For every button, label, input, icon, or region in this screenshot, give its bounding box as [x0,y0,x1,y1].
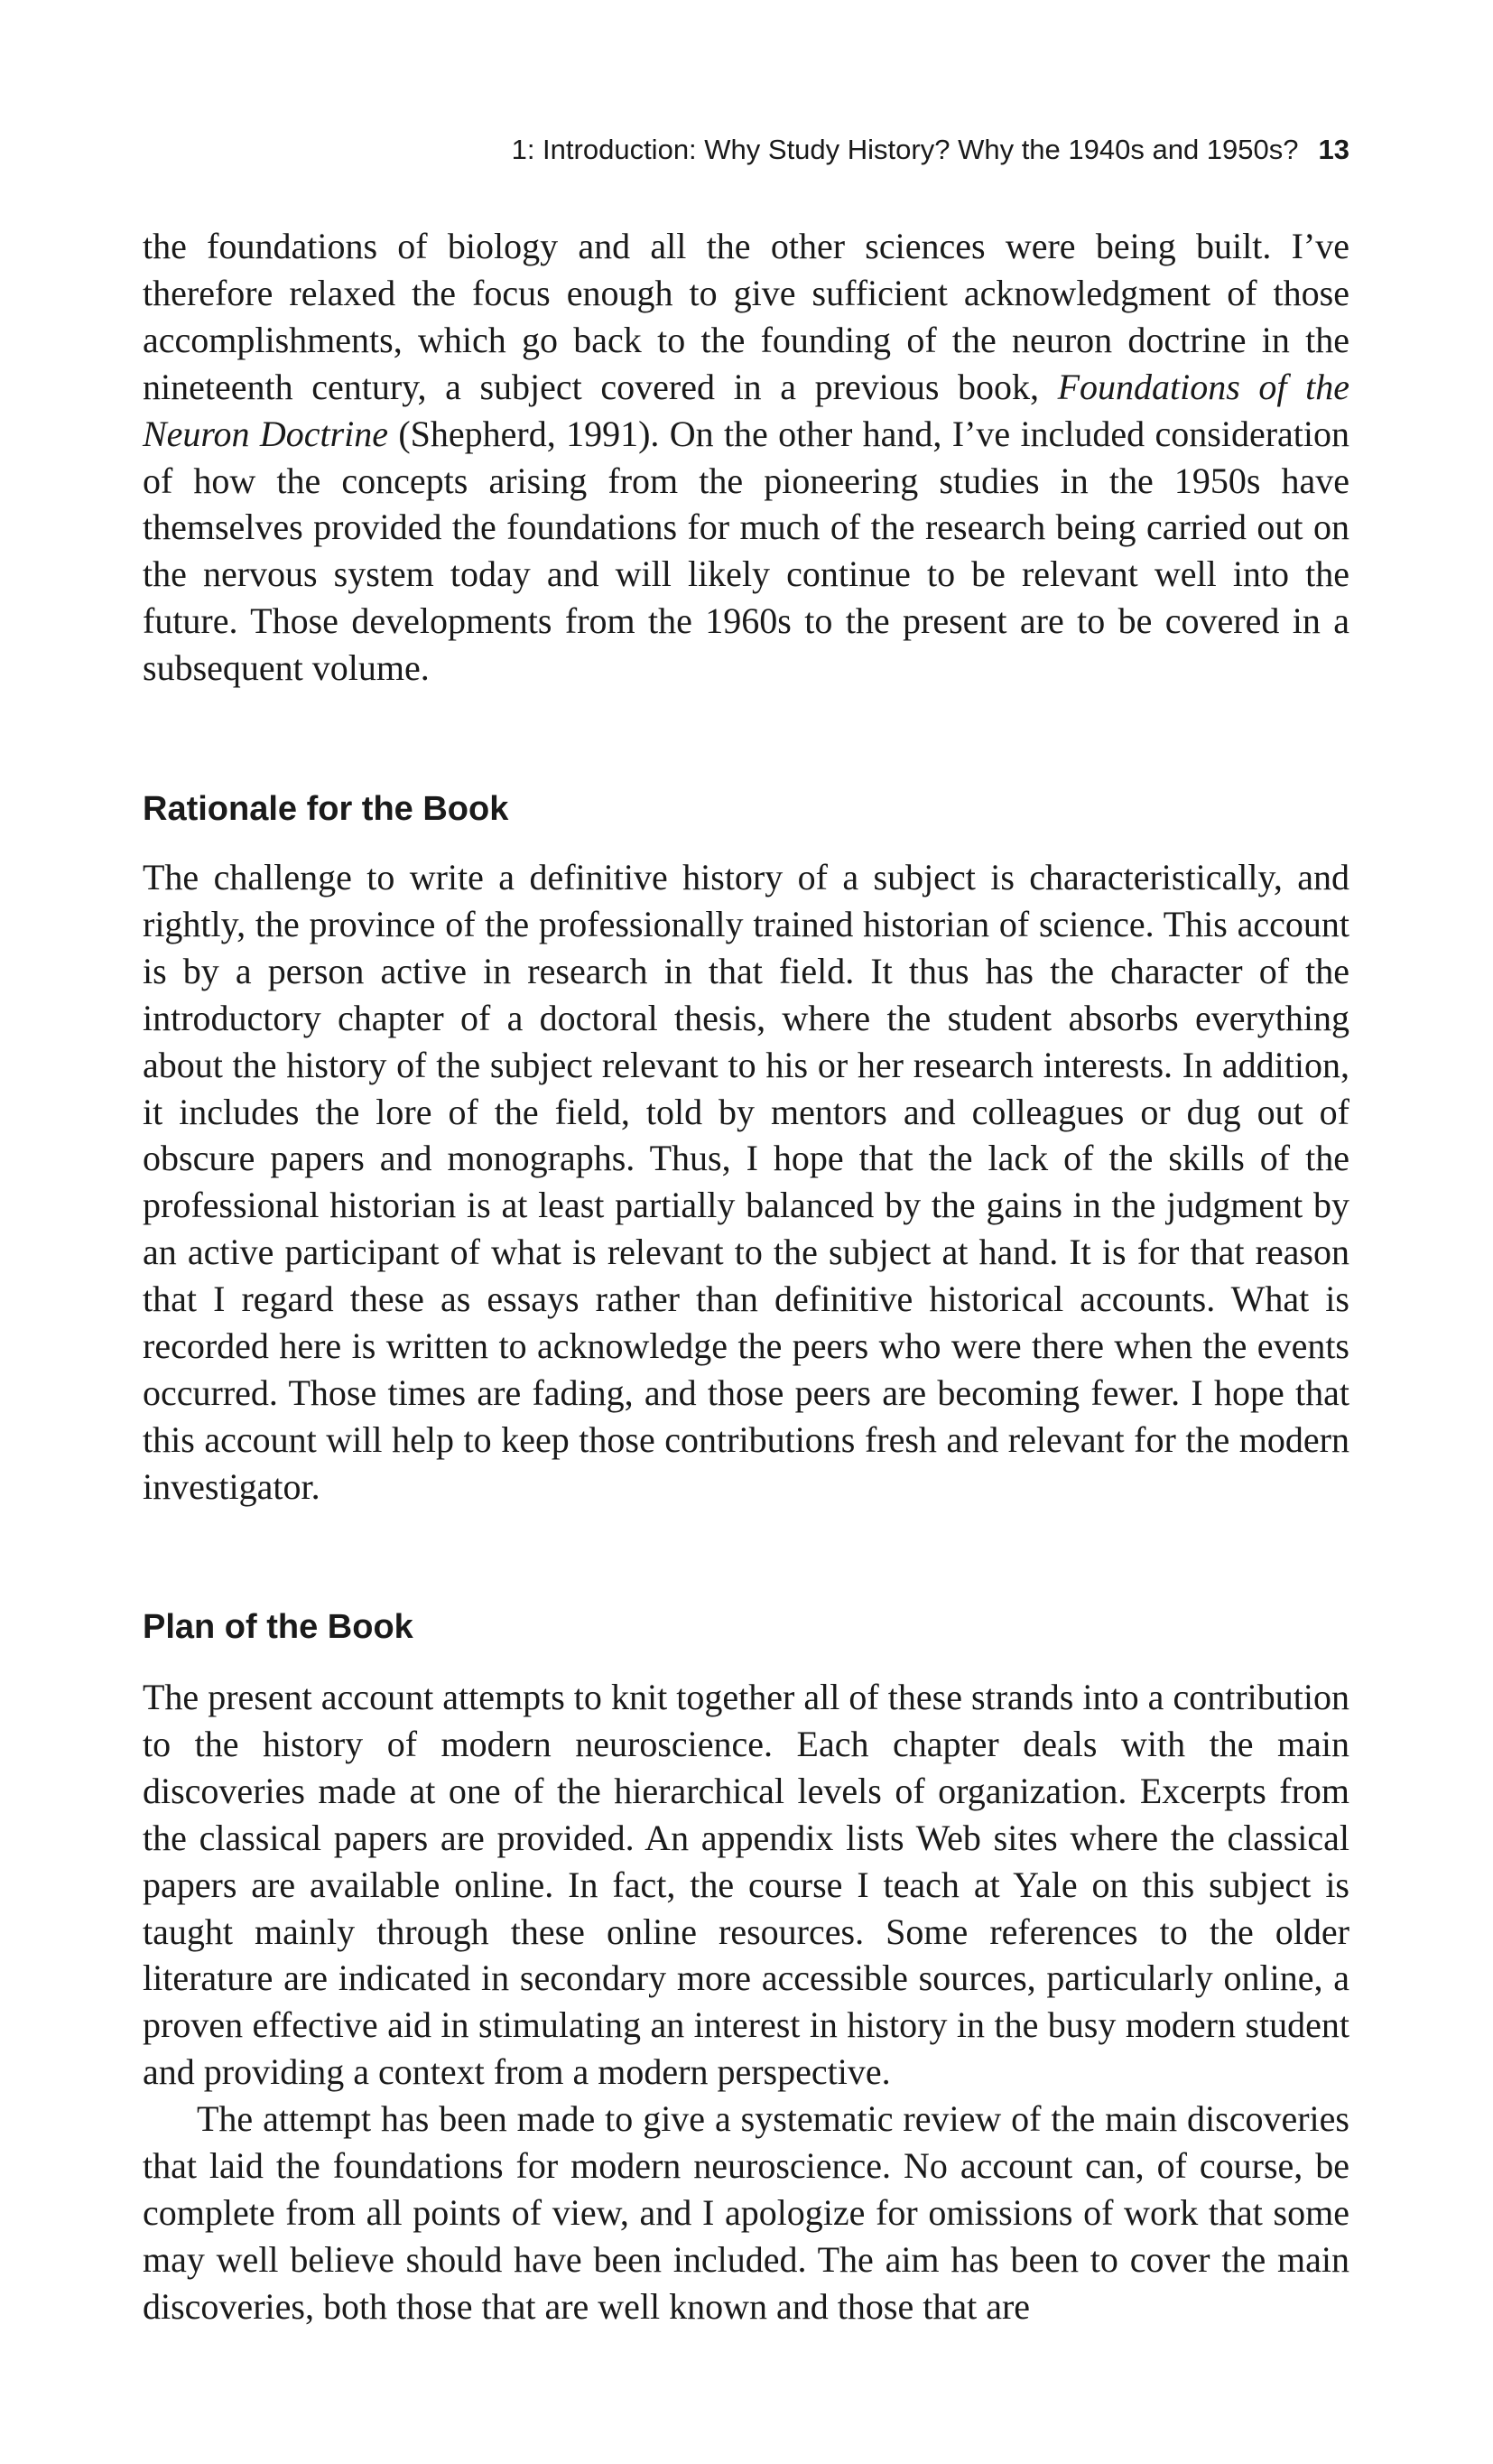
plan-paragraph-1: The present account attempts to knit together all of these strands into a contribution to the history of modern neuroscience. Each chapter deals with the main discoveries made at one of the hierarchical levels of organization. Excerpts from the classical papers are provided. An appendix lists Web sites where the classical papers are available online. In fact, the course I teach at Yale on this subject is taught mainly through these online resources. Some references to the older literature are indicated in secondary more accessible sources, particularly online, a proven effective aid in stimulating an interest in history in the busy modern student and providing a context from a modern perspective. [143,1677,1349,2093]
rationale-paragraph: The challenge to write a definitive history of a subject is characteristically, and rightly, the province of the professionally trained historian of science. This account is by a person active in research in that field. It thus has the character of the introductory chapter of a doctoral thesis, where the student absorbs everything about the history of the subject relevant to his or her research interests. In addition, it includes the lore of the field, told by mentors and colleagues or dug out of obscure papers and monographs. Thus, I hope that the lack of the skills of the professional historian is at least partially balanced by the gains in the judgment by an active participant of what is relevant to the subject at hand. It is for that reason that I regard these as essays rather than definitive historical accounts. What is recorded here is written to acknowledge the peers who were there when the events occurred. Those times are fading, and those peers are becoming fewer. I hope that this account will help to keep those contributions fresh and relevant for the modern investigator. [143,857,1349,1507]
plan-paragraph-2: The attempt has been made to give a systematic review of the main discoveries that laid the foundations for modern neuroscience. No account can, of course, be complete from all points of view, and I apologize for omissions of work that some may well believe should have been included. The aim has been to cover the main discoveries, both those that are well known and those that are [143,2098,1349,2327]
intro-text-after-title: (Shepherd, 1991). On the other hand, I’ve included consideration of how the concepts arising from the pioneering studies in the 1950s have themselves provided the foundations for much of the research being carried out on the nervous system today and will likely continue to be relevant well into the future. Those developments from the 1960s to the present are to be covered in a subsequent volume. [143,413,1349,689]
section-heading-rationale: Rationale for the Book [143,790,509,828]
intro-section [143,223,1349,692]
page-number: 13 [1318,134,1349,165]
cited-book-title: Foundations of the Neuron Doctrine [143,366,1349,454]
running-head [143,132,1349,168]
chapter-title: 1: Introduction: Why Study History? Why the 1940s and 1950s? [511,134,1299,165]
rationale-section [143,854,1349,1511]
plan-section [143,1674,1349,2330]
intro-text-before-title: the foundations of biology and all the other sciences were being built. I’ve therefore relaxed the focus enough to give sufficient acknowledgment of those accomplishments, which go back to the founding of the neuron doctrine in the nineteenth century, a subject covered in a previous book, [143,226,1349,407]
intro-paragraph [143,223,1349,692]
section-heading-plan: Plan of the Book [143,1608,413,1646]
